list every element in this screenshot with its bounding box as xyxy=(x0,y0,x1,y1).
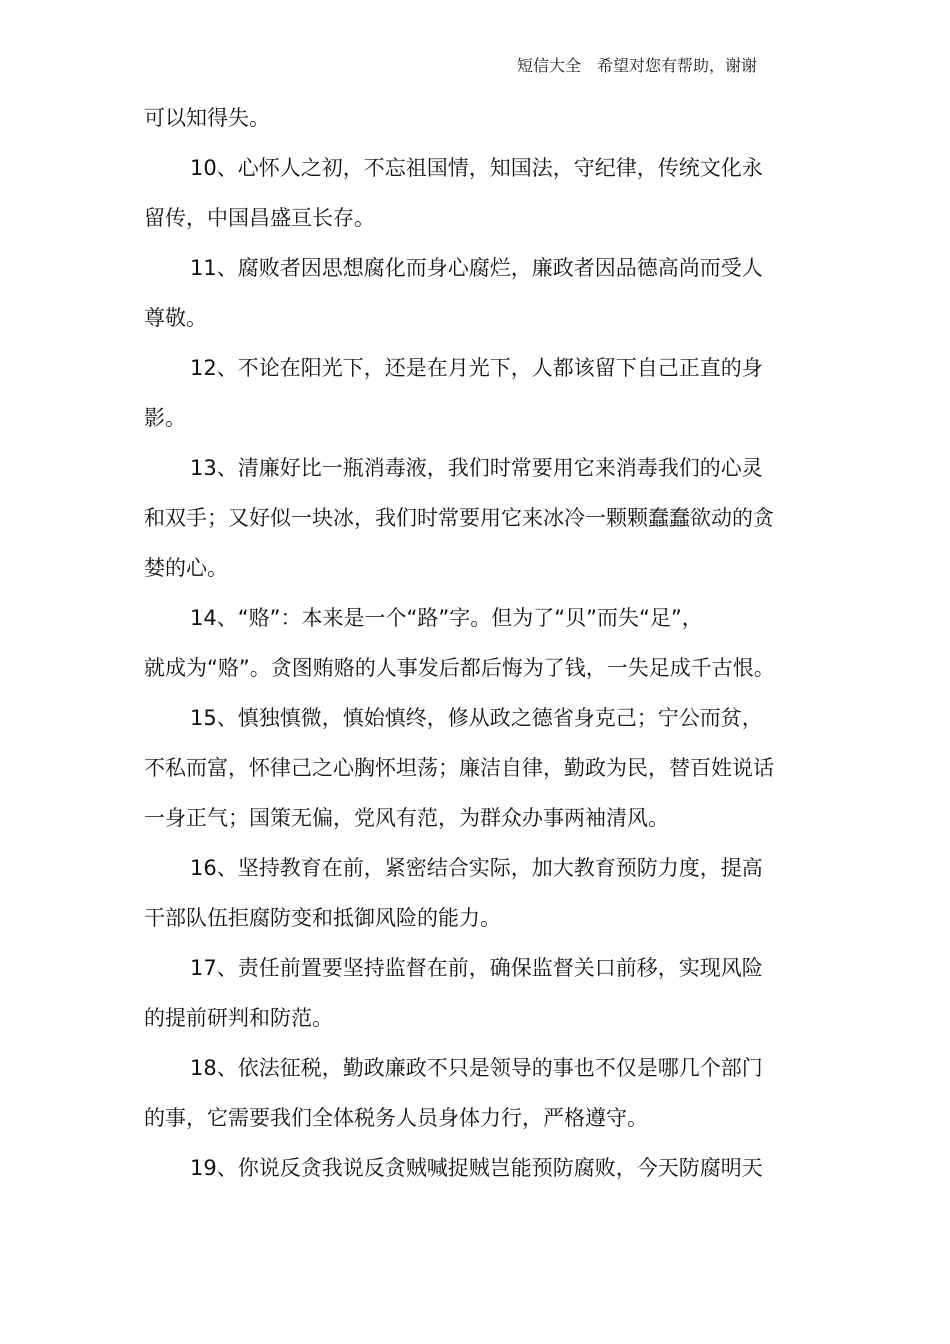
text-line: 13、清廉好比一瓶消毒液，我们时常要用它来消毒我们的心灵 xyxy=(190,456,763,480)
page-header: 短信大全 希望对您有帮助，谢谢 xyxy=(516,56,757,75)
text-line: 11、腐败者因思想腐化而身心腐烂，廉政者因品德高尚而受人 xyxy=(190,256,763,280)
text-line: 14、“赂”：本来是一个“路”字。但为了“贝”而失“足”， xyxy=(190,606,703,630)
text-line: 12、不论在阳光下，还是在月光下，人都该留下自己正直的身 xyxy=(190,356,763,380)
text-line: 婪的心。 xyxy=(144,556,228,580)
text-line: 19、你说反贪我说反贪贼喊捉贼岂能预防腐败，今天防腐明天 xyxy=(190,1156,763,1180)
text-line: 一身正气；国策无偏，党风有范，为群众办事两袖清风。 xyxy=(144,806,669,830)
text-line: 影。 xyxy=(144,406,186,430)
text-line: 和双手；又好似一块冰，我们时常要用它来冰冷一颗颗蠢蠢欲动的贪 xyxy=(144,506,774,530)
text-line: 干部队伍拒腐防变和抵御风险的能力。 xyxy=(144,906,501,930)
text-line: 16、坚持教育在前，紧密结合实际，加大教育预防力度，提高 xyxy=(190,856,763,880)
text-line: 尊敬。 xyxy=(144,306,207,330)
text-line: 15、慎独慎微，慎始慎终，修从政之德省身克己；宁公而贫， xyxy=(190,706,763,730)
text-line: 的事，它需要我们全体税务人员身体力行，严格遵守。 xyxy=(144,1106,648,1130)
document-body xyxy=(144,93,819,1193)
text-line: 的提前研判和防范。 xyxy=(144,1006,333,1030)
text-line: 17、责任前置要坚持监督在前，确保监督关口前移，实现风险 xyxy=(190,956,763,980)
text-line: 18、依法征税，勤政廉政不只是领导的事也不仅是哪几个部门 xyxy=(190,1056,763,1080)
text-line: 不私而富，怀律己之心胸怀坦荡；廉洁自律，勤政为民，替百姓说话 xyxy=(144,756,774,780)
text-line: 可以知得失。 xyxy=(144,106,270,130)
text-line: 10、心怀人之初，不忘祖国情，知国法，守纪律，传统文化永 xyxy=(190,156,763,180)
text-line: 留传，中国昌盛亘长存。 xyxy=(144,206,375,230)
text-line: 就成为“赂”。贪图贿赂的人事发后都后悔为了钱，一失足成千古恨。 xyxy=(144,656,775,680)
